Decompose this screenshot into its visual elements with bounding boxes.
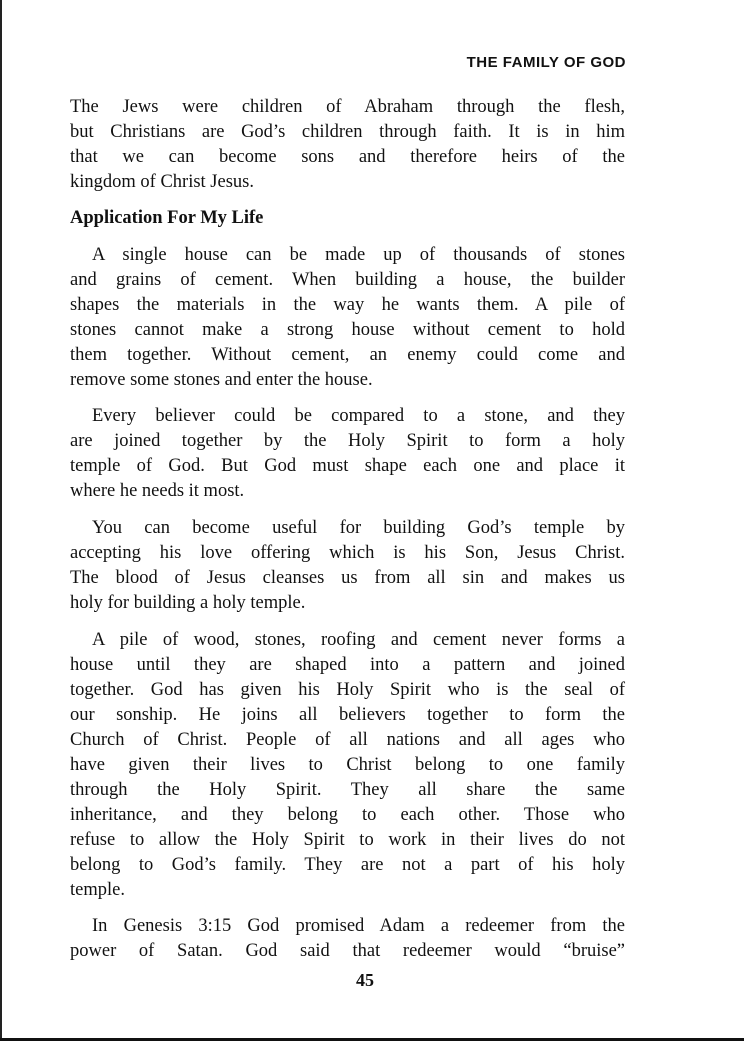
scan-left-edge bbox=[0, 0, 2, 1040]
text-line: but Christians are God’s children through faith. It is in him bbox=[70, 122, 625, 142]
text-line: The Jews were children of Abraham through the flesh, bbox=[70, 97, 625, 117]
text-line: house until they are shaped into a pattern and joined bbox=[70, 655, 625, 675]
text-line: shapes the materials in the way he wants them. A pile of bbox=[70, 295, 625, 315]
page-number: 45 bbox=[356, 970, 374, 990]
text-line: our sonship. He joins all believers together to form the bbox=[70, 705, 625, 725]
scan-bottom-edge bbox=[0, 1038, 744, 1041]
text-line: stones cannot make a strong house without cement to hold bbox=[70, 320, 625, 340]
text-line: are joined together by the Holy Spirit to form a holy bbox=[70, 431, 625, 451]
text-line: where he needs it most. bbox=[70, 481, 245, 501]
text-line: temple. bbox=[70, 880, 125, 900]
text-line: kingdom of Christ Jesus. bbox=[70, 172, 254, 192]
section-heading: Application For My Life bbox=[70, 208, 264, 228]
text-line: You can become useful for building God’s temple by bbox=[92, 518, 625, 538]
text-line: that we can become sons and therefore heirs of the bbox=[70, 147, 625, 167]
text-line: power of Satan. God said that redeemer would “bruise” bbox=[70, 941, 625, 961]
paragraph bbox=[70, 404, 625, 504]
text-line: inheritance, and they belong to each other. Those who bbox=[70, 805, 625, 825]
text-line: and grains of cement. When building a house, the builder bbox=[70, 270, 625, 290]
paragraph bbox=[70, 516, 625, 616]
text-line: have given their lives to Christ belong to one family bbox=[70, 755, 625, 775]
paragraph bbox=[70, 914, 625, 964]
text-line: The blood of Jesus cleanses us from all sin and makes us bbox=[70, 568, 625, 588]
paragraph bbox=[70, 95, 625, 195]
text-line: refuse to allow the Holy Spirit to work in their lives do not bbox=[70, 830, 625, 850]
text-line: through the Holy Spirit. They all share the same bbox=[70, 780, 625, 800]
text-line: remove some stones and enter the house. bbox=[70, 370, 373, 390]
paragraph bbox=[70, 628, 625, 903]
text-line: together. God has given his Holy Spirit who is the seal of bbox=[70, 680, 625, 700]
text-line: A single house can be made up of thousands of stones bbox=[92, 245, 625, 265]
text-line: accepting his love offering which is his Son, Jesus Christ. bbox=[70, 543, 625, 563]
text-line: belong to God’s family. They are not a part of his holy bbox=[70, 855, 625, 875]
text-line: temple of God. But God must shape each one and place it bbox=[70, 456, 625, 476]
text-line: holy for building a holy temple. bbox=[70, 593, 306, 613]
paragraph bbox=[70, 243, 625, 393]
text-line: A pile of wood, stones, roofing and cement never forms a bbox=[92, 630, 625, 650]
text-line: Every believer could be compared to a stone, and they bbox=[92, 406, 625, 426]
text-line: them together. Without cement, an enemy could come and bbox=[70, 345, 625, 365]
text-line: In Genesis 3:15 God promised Adam a redeemer from the bbox=[92, 916, 625, 936]
running-header: THE FAMILY OF GOD bbox=[466, 54, 626, 71]
text-line: Church of Christ. People of all nations and all ages who bbox=[70, 730, 625, 750]
